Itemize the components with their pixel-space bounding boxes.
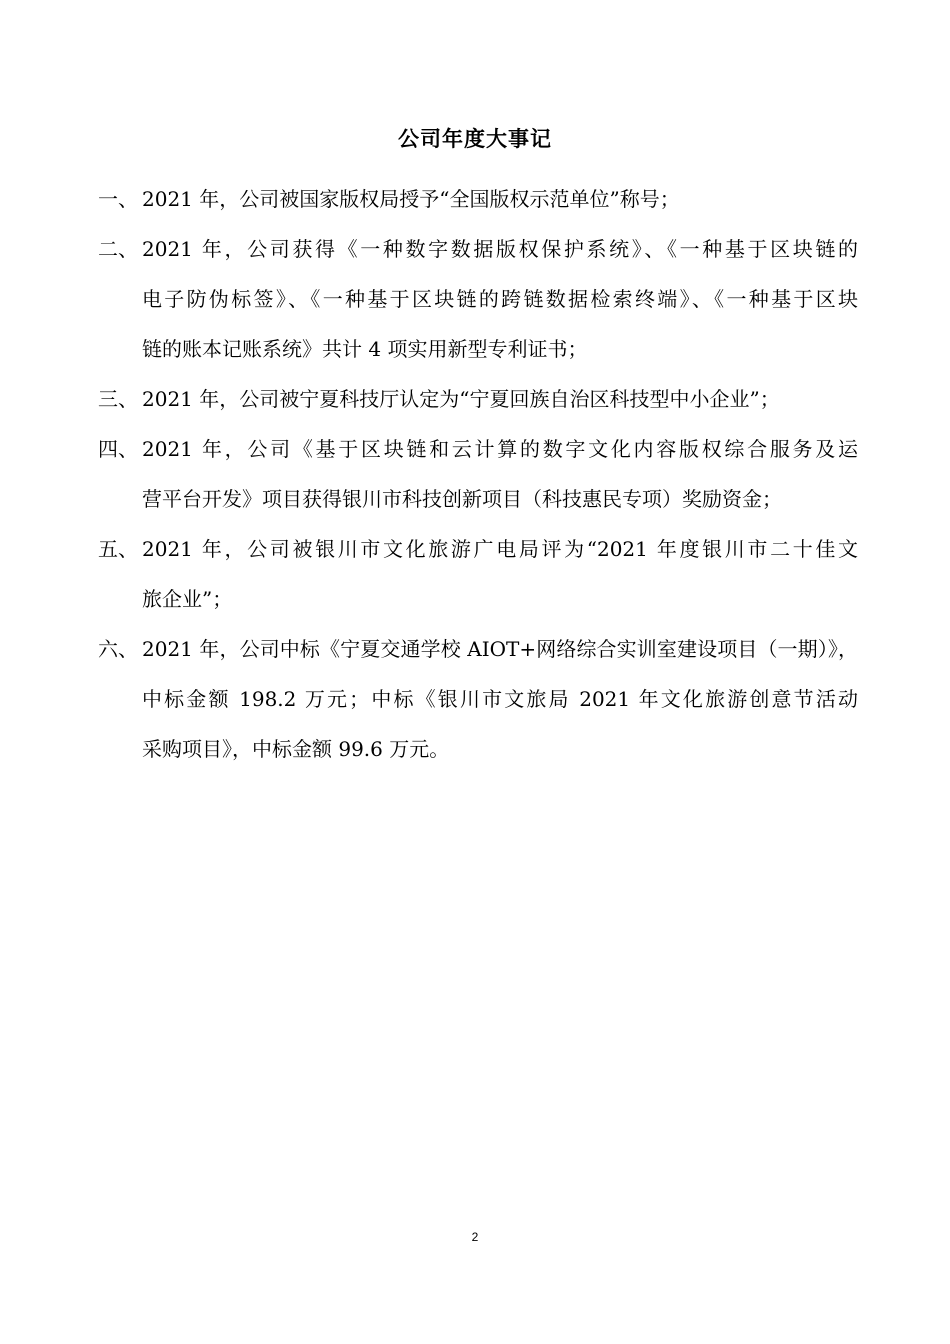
event-text bbox=[142, 624, 858, 774]
event-text bbox=[142, 374, 858, 424]
event-item-2 bbox=[98, 224, 858, 374]
event-text bbox=[142, 524, 858, 624]
event-line: 采购项目》，中标金额 99.6 万元。 bbox=[142, 737, 450, 761]
event-text bbox=[142, 424, 858, 524]
event-line: 2021 年，公司被国家版权局授予“全国版权示范单位”称号； bbox=[142, 187, 680, 211]
event-text bbox=[142, 224, 858, 374]
document-title: 公司年度大事记 bbox=[398, 127, 552, 151]
event-line: 2021 年，公司中标《宁夏交通学校 AIOT+网络综合实训室建设项目（一期）》， bbox=[142, 637, 858, 661]
event-marker: 四、 bbox=[98, 437, 138, 461]
event-marker: 五、 bbox=[98, 537, 138, 561]
event-item-5 bbox=[98, 524, 858, 624]
event-line: 2021 年，公司《基于区块链和云计算的数字文化内容版权综合服务及运 bbox=[142, 437, 858, 461]
event-list bbox=[98, 174, 858, 774]
event-line: 营平台开发》项目获得银川市科技创新项目（科技惠民专项）奖励资金； bbox=[142, 487, 782, 511]
event-line: 2021 年，公司被宁夏科技厅认定为“宁夏回族自治区科技型中小企业”； bbox=[142, 387, 780, 411]
event-marker: 三、 bbox=[98, 387, 138, 411]
event-line: 中标金额 198.2 万元；中标《银川市文旅局 2021 年文化旅游创意节活动 bbox=[142, 687, 858, 711]
event-line: 2021 年，公司获得《一种数字数据版权保护系统》、《一种基于区块链的 bbox=[142, 237, 858, 261]
event-line: 2021 年，公司被银川市文化旅游广电局评为“2021 年度银川市二十佳文 bbox=[142, 537, 858, 561]
event-item-6 bbox=[98, 624, 858, 774]
event-item-4 bbox=[98, 424, 858, 524]
event-line: 链的账本记账系统》共计 4 项实用新型专利证书； bbox=[142, 337, 588, 361]
event-item-1 bbox=[98, 174, 858, 224]
event-marker: 六、 bbox=[98, 637, 138, 661]
event-text bbox=[142, 174, 858, 224]
event-marker: 一、 bbox=[98, 187, 138, 211]
event-item-3 bbox=[98, 374, 858, 424]
event-marker: 二、 bbox=[98, 237, 138, 261]
page-number: 2 bbox=[471, 1230, 479, 1244]
event-line: 旅企业”； bbox=[142, 587, 233, 611]
event-line: 电子防伪标签》、《一种基于区块链的跨链数据检索终端》、《一种基于区块 bbox=[142, 287, 858, 311]
